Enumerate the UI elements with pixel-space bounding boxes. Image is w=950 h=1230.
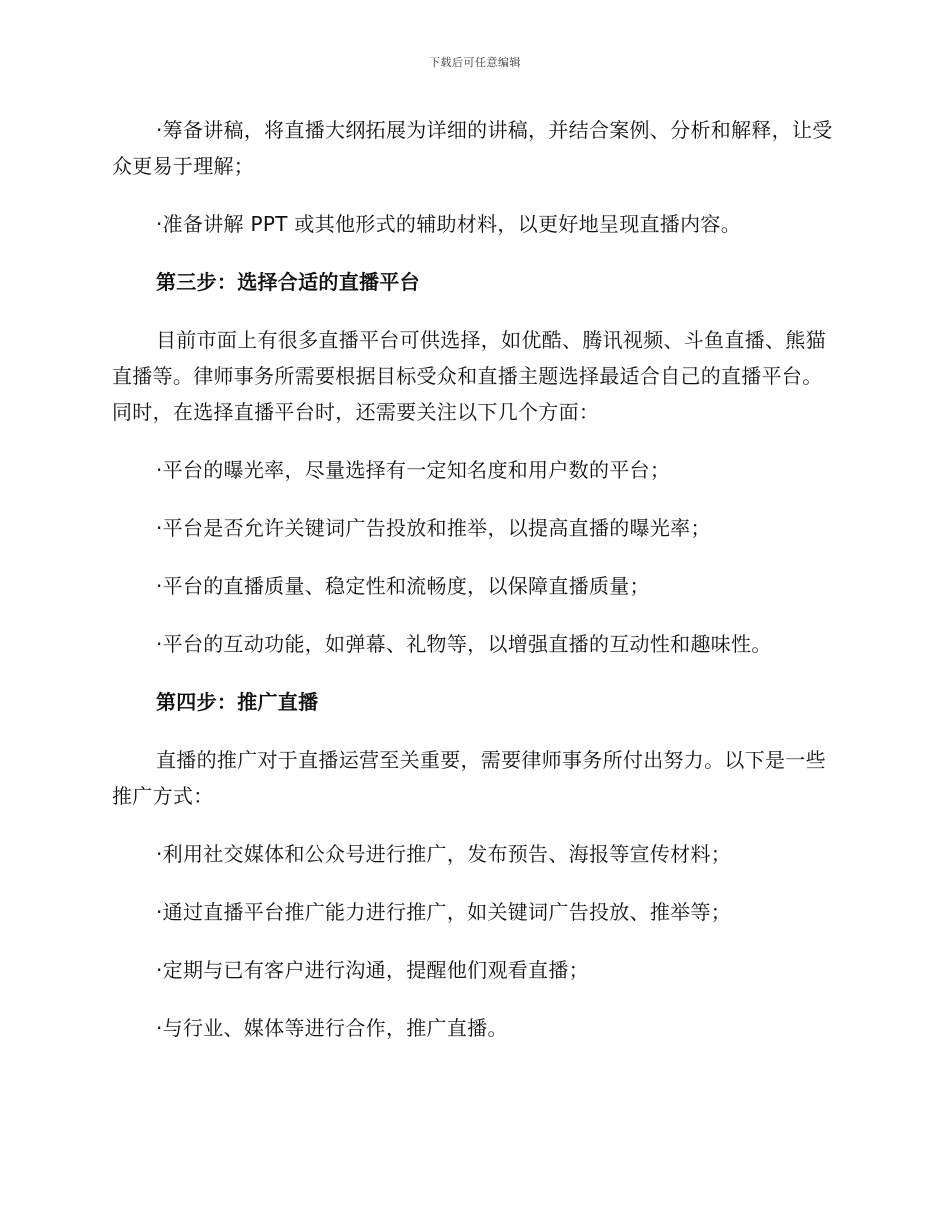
bullet-platform-quality: ·平台的直播质量、稳定性和流畅度，以保障直播质量； [156,574,650,598]
paragraph-platform-choice: 目前市面上有很多直播平台可供选择，如优酷、腾讯视频、斗鱼直播、熊猫直播等。律师事务所需要根据目标受众和直播主题选择最适合自己的直播平台。同时，在选择直播平台时，还需要关注以下几个方面： [112,328,826,424]
bullet-platform-exposure: ·平台的曝光率，尽量选择有一定知名度和用户数的平台； [156,458,671,482]
bullet-promo-platform: ·通过直播平台推广能力进行推广，如关键词广告投放、推举等； [156,900,732,924]
bullet-prepare-script: ·筹备讲稿，将直播大纲拓展为详细的讲稿，并结合案例、分析和解释，让受众更易于理解； [112,118,833,178]
heading-step-three: 第三步：选择合适的直播平台 [156,270,420,294]
page-header: 下载后可任意编辑 [429,56,521,69]
bullet-platform-interaction: ·平台的互动功能，如弹幕、礼物等，以增强直播的互动性和趣味性。 [156,632,772,656]
bullet-prepare-ppt: ·准备讲解 PPT 或其他形式的辅助材料，以更好地呈现直播内容。 [156,212,742,236]
bullet-promo-social: ·利用社交媒体和公众号进行推广，发布预告、海报等宣传材料； [156,842,732,866]
paragraph-promotion: 直播的推广对于直播运营至关重要，需要律师事务所付出努力。以下是一些推广方式： [112,748,826,808]
bullet-promo-partners: ·与行业、媒体等进行合作，推广直播。 [156,1016,508,1040]
heading-step-four: 第四步：推广直播 [156,690,319,714]
bullet-platform-ads: ·平台是否允许关键词广告投放和推举，以提高直播的曝光率； [156,516,711,540]
bullet-promo-clients: ·定期与已有客户进行沟通，提醒他们观看直播； [156,958,589,982]
document-body [112,112,840,1068]
